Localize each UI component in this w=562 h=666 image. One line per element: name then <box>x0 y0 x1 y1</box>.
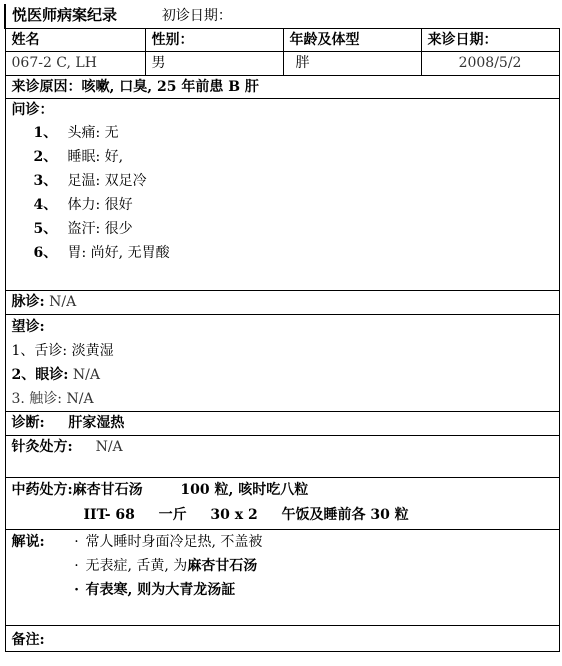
item-text: 睡眠: 好, <box>67 148 124 165</box>
tongue-value: 淡黄湿 <box>71 342 114 359</box>
item-number: 6、 <box>33 244 58 261</box>
explanation-line-3 <box>12 578 553 602</box>
explanation-section <box>5 529 559 625</box>
inquiry-label: 问诊： <box>11 101 54 118</box>
bullet-icon: · <box>74 557 79 574</box>
explanation-line-1 <box>12 530 553 554</box>
touch-line <box>12 387 553 411</box>
first-visit-label: 初诊日期： <box>161 8 232 24</box>
explanation-text: 无表症, 舌黄, 为 <box>85 557 188 574</box>
acupuncture-label: 针灸处方: <box>11 438 73 455</box>
list-item <box>34 193 553 217</box>
herbal-section <box>5 477 559 529</box>
inquiry-list <box>12 121 553 265</box>
bullet-icon: · <box>74 581 79 598</box>
bullet-icon: · <box>74 533 79 550</box>
herbal-code: IIT- 68 <box>83 506 135 523</box>
age-value: 胖 <box>283 51 421 75</box>
observation-label: 望诊: <box>11 318 45 335</box>
herbal-unit: 一斤 <box>158 506 187 523</box>
item-text: 胃: 尚好, 无胃酸 <box>67 244 170 261</box>
item-number: 1、 <box>33 124 58 141</box>
herbal-formula-name: 麻杏甘石汤 <box>72 481 143 498</box>
reason-label: 来诊原因： <box>11 78 82 95</box>
list-item <box>34 145 553 169</box>
pulse-label: 脉诊: <box>11 293 45 310</box>
item-number: 5、 <box>33 220 58 237</box>
herbal-line-1 <box>12 478 553 503</box>
observation-section <box>5 314 559 411</box>
list-item <box>34 121 553 145</box>
list-item <box>34 241 553 265</box>
acupuncture-row <box>5 435 559 477</box>
item-text: 体力: 很好 <box>67 196 133 213</box>
title-row <box>5 4 559 28</box>
touch-label: 3. 触诊: <box>11 390 63 407</box>
diagnosis-row <box>5 411 559 435</box>
pulse-value: N/A <box>49 293 77 310</box>
explanation-text: 常人睡时身面冷足热, 不盖被 <box>85 533 263 550</box>
herbal-timing: 午饭及睡前各 30 粒 <box>281 506 409 523</box>
pulse-row <box>5 290 559 314</box>
document-title: 悦医师病案纪录 <box>12 6 118 24</box>
diagnosis-label: 诊断: <box>11 414 45 431</box>
visit-date-value: 2008/5/2 <box>421 51 559 75</box>
diagnosis-value: 肝家湿热 <box>68 414 125 431</box>
item-text: 头痛: 无 <box>67 124 119 141</box>
explanation-formula: 麻杏甘石汤 <box>187 557 258 574</box>
eye-value: N/A <box>72 366 100 383</box>
item-text: 盗汗: 很少 <box>67 220 133 237</box>
item-number: 3、 <box>33 172 58 189</box>
explanation-label: 解说: <box>11 533 45 550</box>
visit-date-label: 来诊日期： <box>421 28 559 51</box>
item-number: 4、 <box>33 196 58 213</box>
eye-line <box>12 363 553 387</box>
herbal-label: 中药处方: <box>11 481 73 498</box>
herbal-line-2 <box>12 503 553 528</box>
acupuncture-value: N/A <box>95 438 123 455</box>
tongue-label: 1、舌诊: <box>11 342 68 359</box>
item-text: 足温: 双足冷 <box>67 172 147 189</box>
touch-value: N/A <box>66 390 94 407</box>
name-label: 姓名 <box>5 28 145 51</box>
name-value: 067-2 C, LH <box>5 51 145 75</box>
explanation-line-2 <box>12 554 553 578</box>
explanation-text: 有表寒, 则为大青龙汤証 <box>85 581 236 598</box>
herbal-dose: 30 x 2 <box>210 506 258 523</box>
reason-value: 咳嗽, 口臭, 25 年前患 B 肝 <box>81 78 259 95</box>
notes-label: 备注: <box>11 631 45 648</box>
inquiry-section <box>5 98 559 290</box>
age-label: 年龄及体型 <box>283 28 421 51</box>
record-table <box>4 4 560 652</box>
gender-label: 性别： <box>145 28 283 51</box>
eye-label: 2、眼诊: <box>11 366 69 383</box>
list-item <box>34 217 553 241</box>
reason-row <box>5 75 559 98</box>
notes-row <box>5 625 559 651</box>
herbal-quantity: 100 粒, 咳时吃八粒 <box>180 481 309 498</box>
item-number: 2、 <box>33 148 58 165</box>
gender-value: 男 <box>145 51 283 75</box>
tongue-line <box>12 339 553 363</box>
list-item <box>34 169 553 193</box>
